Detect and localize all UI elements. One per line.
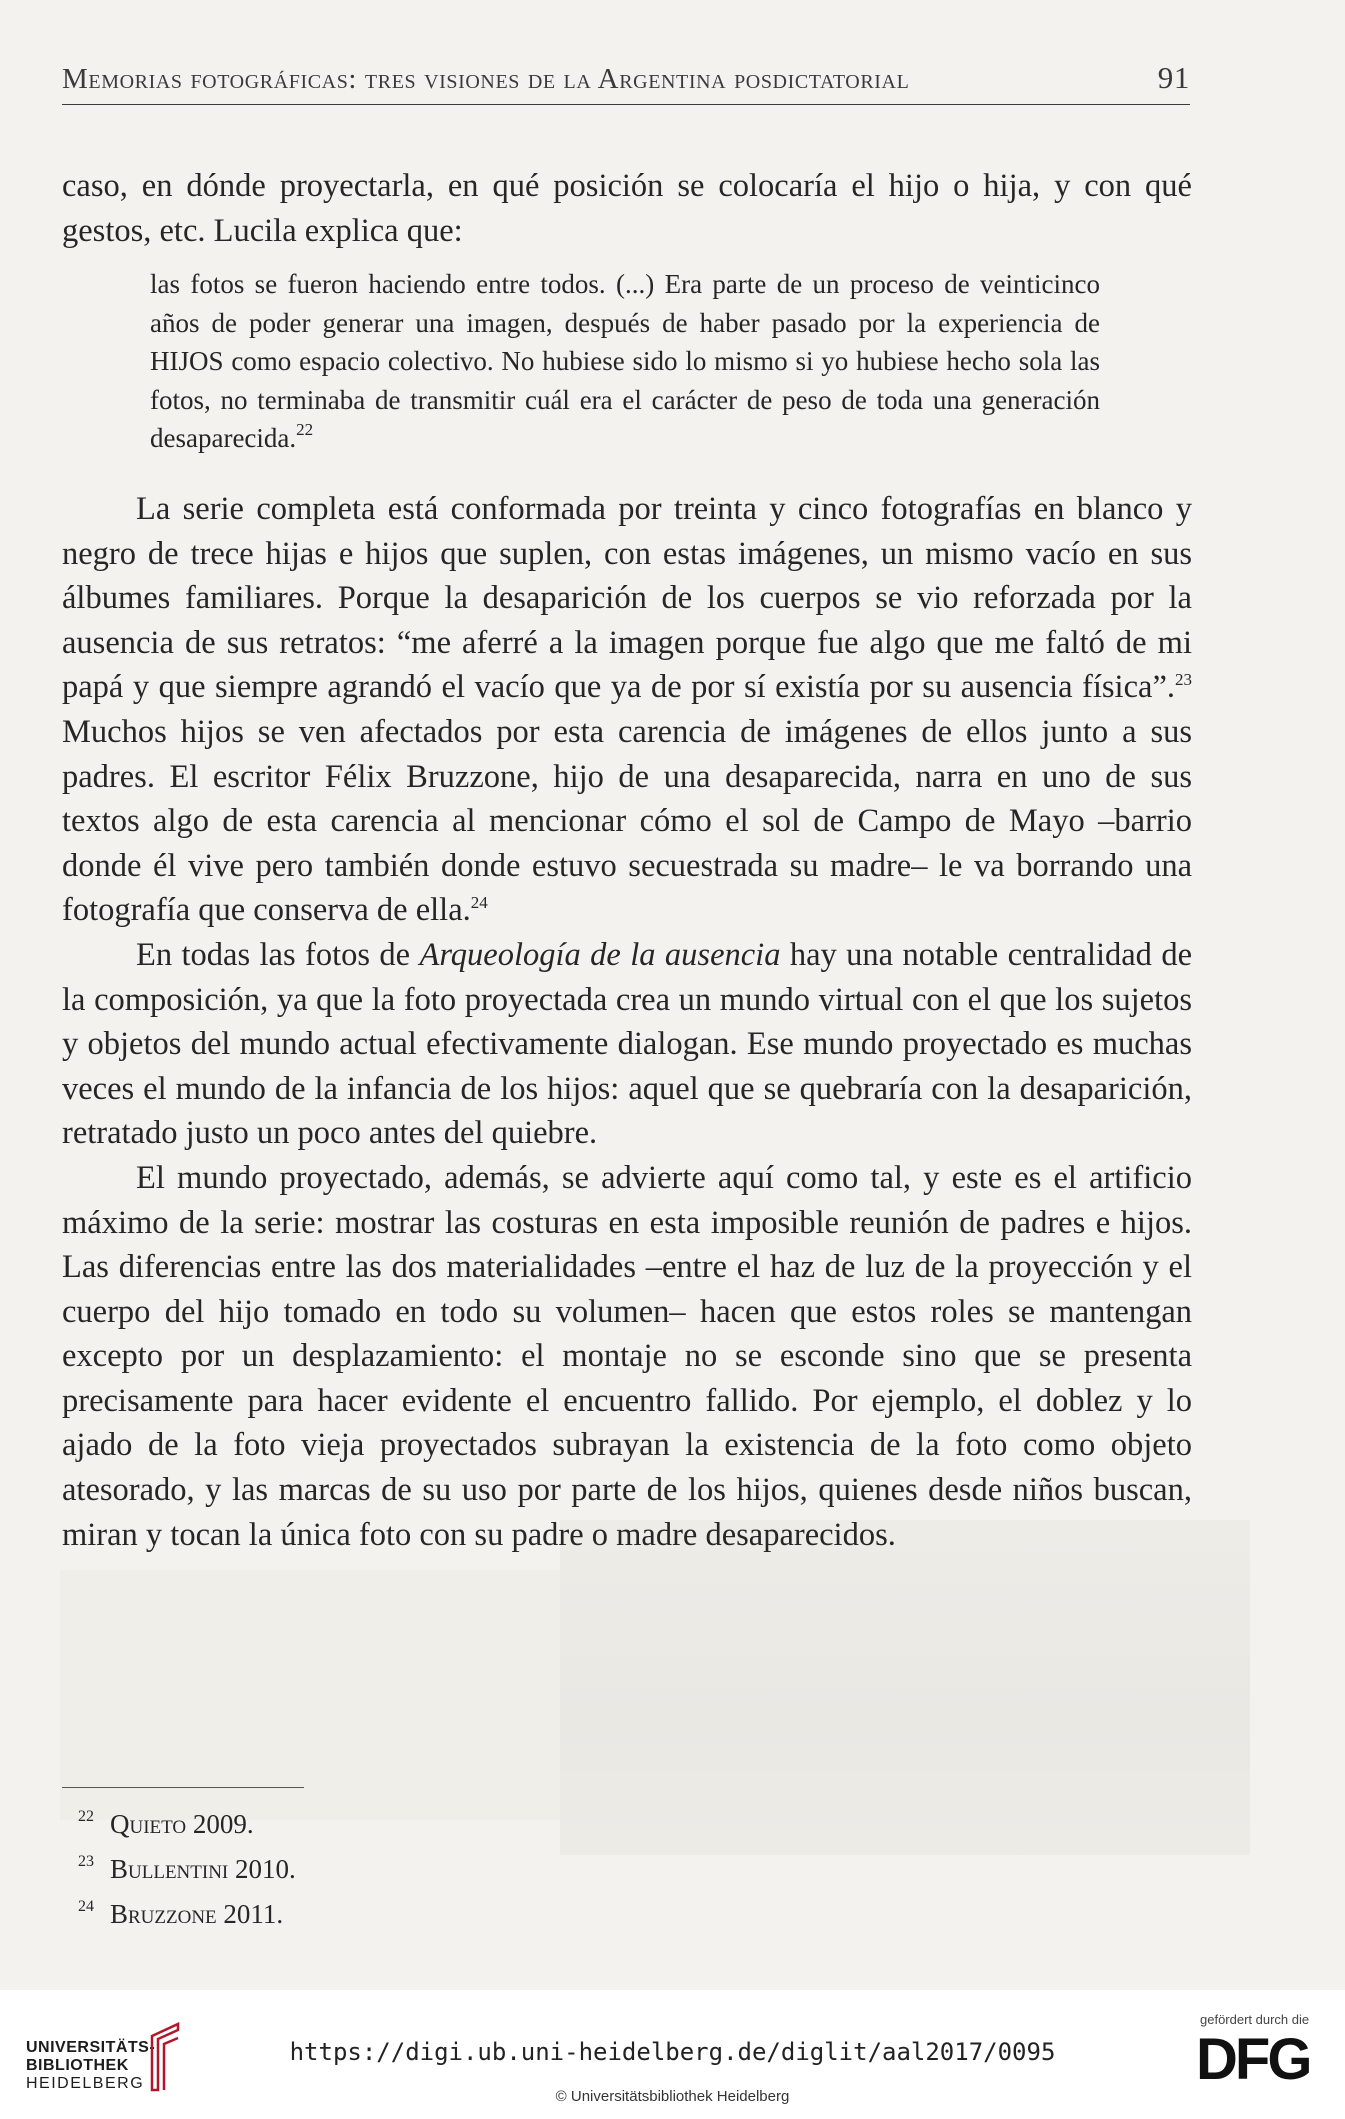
- footnote-ref-22[interactable]: 22: [296, 420, 314, 439]
- footnote-22: [78, 1798, 296, 1843]
- main-text: [62, 487, 1192, 1557]
- intro-paragraph: caso, en dónde proyectarla, en qué posición se colocaría el hijo o hija, y con qué gestos, etc. Lucila explica que:: [62, 168, 1192, 249]
- footnote-author: Bruzzone: [110, 1899, 217, 1929]
- footnote-ref-23[interactable]: 23: [1175, 670, 1192, 690]
- work-title: Arqueología de la ausencia: [419, 936, 781, 973]
- paragraph-2: [62, 933, 1192, 1156]
- running-title: Memorias fotográficas: tres visiones de la Argentina posdictatorial: [62, 63, 910, 95]
- intro-text: [62, 164, 1192, 253]
- bleed-through-photo: [560, 1520, 1250, 1855]
- footnote-year: 2009.: [192, 1809, 254, 1839]
- footnote-year: 2010.: [235, 1854, 296, 1884]
- paragraph-2-text-b: hay una notable centralidad de la composición, ya que la foto proyectada crea un mundo virtual con el que los sujetos y objetos del mundo actual efectivamente dialogan. Ese mundo proyectado es muchas veces el mundo de la infancia de los hijos: aquel que se quebraría con la desaparición, retratado justo un poco antes del quiebre.: [62, 936, 1193, 1152]
- paragraph-1-text-a: La serie completa está conformada por treinta y cinco fotografías en blanco y negro de trece hijas e hijos que suplen, con estas imágenes, un mismo vacío en sus álbumes familiares. Porque la desaparición de los cuerpos se vio reforzada por la ausencia de sus retratos: “me aferré a la imagen porque fue algo que me faltó de mi papá y que siempre agrandó el vacío que ya de por sí existía por su ausencia física”.: [62, 491, 1192, 706]
- footnote-rule: [62, 1787, 304, 1788]
- quote-paragraph: [150, 265, 1100, 458]
- footnote-year: 2011.: [223, 1899, 284, 1929]
- permalink-url[interactable]: https://digi.ub.uni-heidelberg.de/diglit/aal2017/0095: [289, 2038, 1056, 2066]
- running-header: [62, 60, 1190, 105]
- footnote-author: Bullentini: [110, 1854, 229, 1884]
- library-name-line-3: HEIDELBERG: [26, 2075, 145, 2092]
- quote-text: las fotos se fueron haciendo entre todos. (...) Era parte de un proceso de veinticinco años de poder generar una imagen, después de haber pasado por la experiencia de HIJOS como espacio colectivo. No hubiese sido lo mismo si yo hubiese hecho sola las fotos, no terminaba de transmitir cuál era el carácter de peso de toda una generación desaparecida.: [150, 269, 1100, 453]
- page-number: 91: [1157, 60, 1190, 95]
- dfg-logo: DFG: [1196, 2027, 1310, 2092]
- bleed-through-shadow: [60, 1570, 560, 1820]
- paragraph-2-text-a: En todas las fotos de: [136, 936, 420, 973]
- library-name-line-2: BIBLIOTHEK: [26, 2057, 129, 2074]
- footnote-number: 24: [78, 1898, 94, 1915]
- paragraph-3: El mundo proyectado, además, se advierte aquí como tal, y este es el artificio máximo de la serie: mostrar las costuras en esta imposible reunión de padres e hijos. Las diferencias entre las dos materialidades –entre el haz de luz de la proyección y el cuerpo del hijo tomado en todo su volumen– hacen que estos roles se mantengan excepto por un desplazamiento: el montaje no se esconde sino que se presenta precisamente para hacer evidente el encuentro fallido. Por ejemplo, el doblez y lo ajado de la foto vieja proyectados subrayan la existencia de la foto como objeto atesorado, y las marcas de su uso por parte de los hijos, quienes desde niños buscan, miran y tocan la única foto con su padre o madre desaparecidos.: [62, 1159, 1192, 1553]
- paragraph-1-text-b: Muchos hijos se ven afectados por esta carencia de imágenes de ellos junto a sus padres. El escritor Félix Bruzzone, hijo de una desaparecida, narra en uno de sus textos algo de esta carencia al mencionar cómo el sol de Campo de Mayo –barrio donde él vive pero también donde estuvo secuestrada su madre– le va borrando una fotografía que conserva de ella.: [62, 713, 1192, 929]
- footnote-23: [78, 1843, 296, 1888]
- funding-note: gefördert durch die: [1200, 2012, 1310, 2027]
- footnote-24: [78, 1888, 296, 1933]
- paragraph-1: [62, 487, 1192, 933]
- footnote-ref-24[interactable]: 24: [470, 893, 488, 913]
- footnotes: [78, 1798, 296, 1933]
- footnote-number: 23: [78, 1853, 94, 1870]
- library-name-line-1: UNIVERSITÄTS-: [26, 2039, 156, 2056]
- footnote-author: Quieto: [110, 1809, 187, 1839]
- footnote-number: 22: [78, 1808, 94, 1825]
- block-quote: [150, 265, 1100, 458]
- copyright-notice: © Universitätsbibliothek Heidelberg: [555, 2088, 790, 2105]
